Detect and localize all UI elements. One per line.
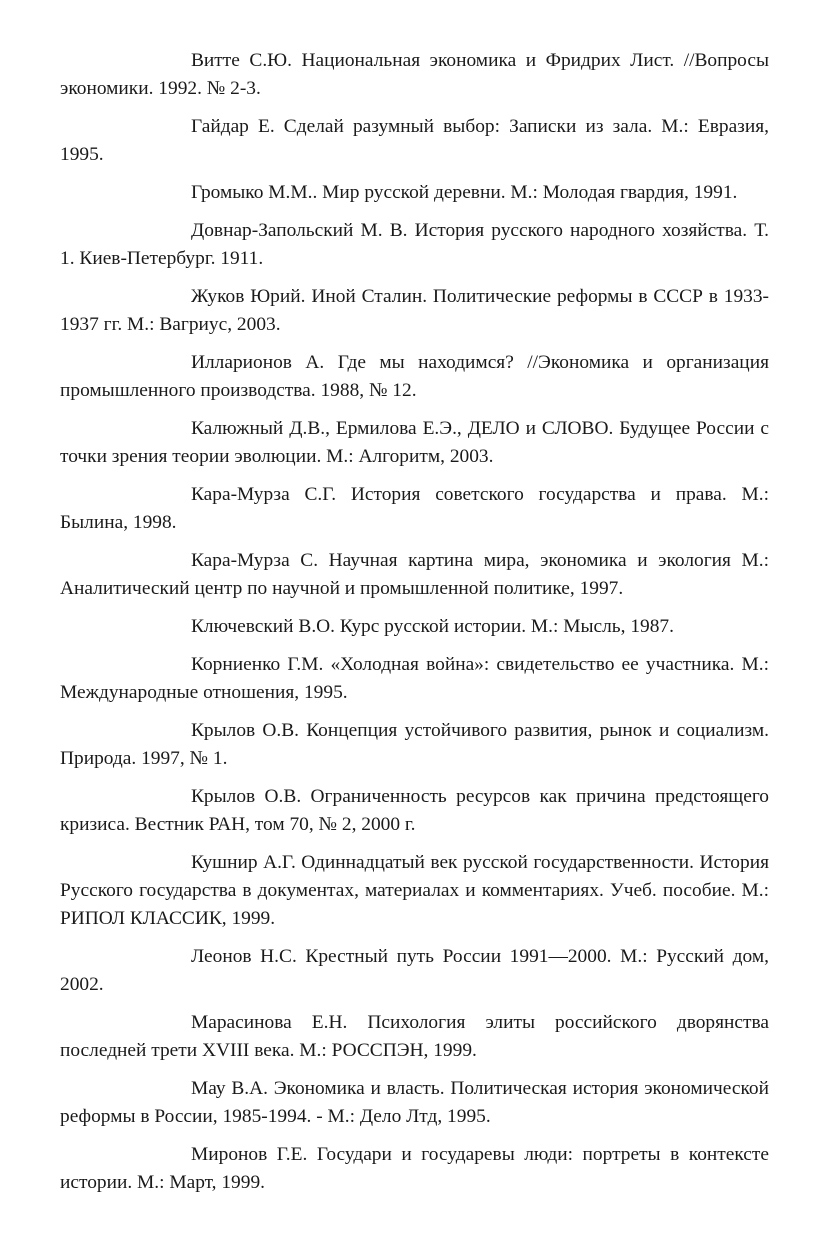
bibliography-entry: Мау В.А. Экономика и власть. Политическая история экономической реформы в России, 1985-1994. - М.: Дело Лтд, 1995. [60, 1078, 769, 1127]
bibliography-entry: Витте С.Ю. Национальная экономика и Фридрих Лист. //Вопросы экономики. 1992. № 2-3. [60, 50, 769, 99]
bibliography-entry: Крылов О.В. Ограниченность ресурсов как причина предстоящего кризиса. Вестник РАН, том 70, № 2, 2000 г. [60, 786, 769, 835]
bibliography-entry: Кара-Мурза С. Научная картина мира, экономика и экология М.: Аналитический центр по научной и промышленной политике, 1997. [60, 550, 769, 599]
bibliography-entry: Калюжный Д.В., Ермилова Е.Э., ДЕЛО и СЛОВО. Будущее России с точки зрения теории эволюции. М.: Алгоритм, 2003. [60, 418, 769, 467]
bibliography-entry: Кушнир А.Г. Одиннадцатый век русской государственности. История Русского государства в документах, материалах и комментариях. Учеб. пособие. М.: РИПОЛ КЛАССИК, 1999. [60, 852, 769, 929]
bibliography-entry: Корниенко Г.М. «Холодная война»: свидетельство ее участника. М.: Международные отношения, 1995. [60, 654, 769, 703]
document-page [60, 47, 769, 1207]
bibliography-entry: Крылов О.В. Концепция устойчивого развития, рынок и социализм. Природа. 1997, № 1. [60, 720, 769, 769]
bibliography-entry: Леонов Н.С. Крестный путь России 1991—2000. М.: Русский дом, 2002. [60, 946, 769, 995]
bibliography-entry: Кара-Мурза С.Г. История советского государства и права. М.: Былина, 1998. [60, 484, 769, 533]
bibliography-entry: Довнар-Запольский М. В. История русского народного хозяйства. Т. 1. Киев-Петербург. 1911. [60, 220, 769, 269]
bibliography-entry: Гайдар Е. Сделай разумный выбор: Записки из зала. М.: Евразия, 1995. [60, 116, 769, 165]
bibliography-entry: Марасинова Е.Н. Психология элиты российского дворянства последней трети XVIII века. М.: РОССПЭН, 1999. [60, 1012, 769, 1061]
bibliography-entry: Илларионов А. Где мы находимся? //Экономика и организация промышленного производства. 1988, № 12. [60, 352, 769, 401]
bibliography-entry: Ключевский В.О. Курс русской истории. М.: Мысль, 1987. [191, 616, 674, 637]
bibliography-entry: Громыко М.М.. Мир русской деревни. М.: Молодая гвардия, 1991. [191, 182, 738, 203]
bibliography-entry: Жуков Юрий. Иной Сталин. Политические реформы в СССР в 1933-1937 гг. М.: Вагриус, 2003. [60, 286, 769, 335]
bibliography-entry: Миронов Г.Е. Государи и государевы люди: портреты в контексте истории. М.: Март, 1999. [60, 1144, 769, 1193]
